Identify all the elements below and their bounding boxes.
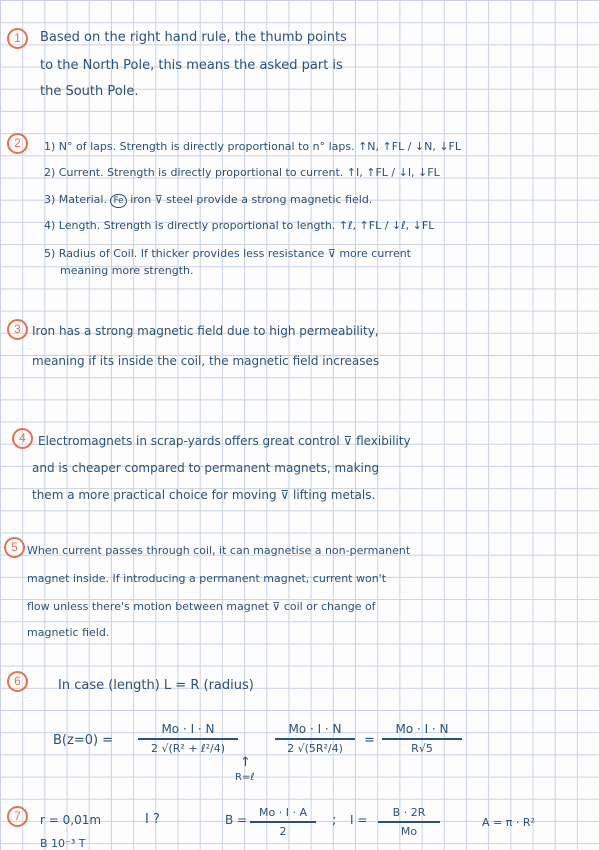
- q4-line-1: Electromagnets in scrap-yards offers great control ⊽ flexibility: [38, 434, 411, 448]
- q7-given-radius: r = 0,01m: [40, 813, 102, 827]
- q6-arrow-label: R=ℓ: [235, 772, 255, 783]
- question-number-2: 2: [7, 133, 28, 154]
- q5-line-2: magnet inside. If introducing a permanent magnet, current won't: [27, 572, 387, 585]
- fraction-bar: [378, 821, 440, 823]
- fraction-bar: [275, 738, 355, 740]
- q7-given-current: I ?: [145, 812, 160, 827]
- q6-fraction-2-denominator: 2 √(5R²/4): [287, 741, 343, 755]
- q7-i-numerator: B · 2R: [392, 806, 426, 819]
- q7-i-label: I =: [350, 813, 368, 827]
- q6-fraction-1-numerator: Mo · I · N: [161, 722, 215, 736]
- fraction-bar: [250, 821, 316, 823]
- q6-fraction-3: [382, 722, 462, 755]
- q2-item-5-cont: meaning more strength.: [60, 264, 194, 277]
- q2-item-2: 2) Current. Strength is directly proportional to current. ↑I, ↑FL / ↓I, ↓FL: [44, 166, 440, 179]
- q3-line-2: meaning if its inside the coil, the magnetic field increases: [32, 354, 380, 368]
- q7-separator: ;: [332, 813, 337, 828]
- q6-fraction-3-numerator: Mo · I · N: [395, 722, 449, 736]
- q6-lhs: B(z=0) =: [53, 733, 114, 748]
- q6-arrow: ↑: [240, 755, 251, 770]
- q2-item-4: 4) Length. Strength is directly proportional to length. ↑ℓ, ↑FL / ↓ℓ, ↓FL: [44, 219, 435, 232]
- q4-line-3: them a more practical choice for moving ⊽ lifting metals.: [32, 488, 376, 502]
- q6-fraction-2-numerator: Mo · I · N: [288, 722, 342, 736]
- question-number-4: 4: [12, 428, 33, 449]
- q6-fraction-2: [275, 722, 355, 755]
- question-number-6: 6: [7, 671, 28, 692]
- q6-equals: =: [364, 733, 375, 748]
- q2-item-1: 1) N° of laps. Strength is directly proportional to n° laps. ↑N, ↑FL / ↓N, ↓FL: [44, 140, 462, 153]
- iron-symbol: Fe: [110, 194, 126, 208]
- q2-item-5: 5) Radius of Coil. If thicker provides less resistance ⊽ more current: [44, 247, 411, 260]
- q6-fraction-1-denominator: 2 √(R² + ℓ²/4): [150, 741, 225, 755]
- q5-line-1: When current passes through coil, it can magnetise a non-permanent: [27, 544, 411, 557]
- q6-fraction-3-denominator: R√5: [411, 741, 433, 755]
- q2-item-3: [44, 193, 372, 208]
- question-number-1: 1: [7, 28, 28, 49]
- q2-item-3-suffix: iron ⊽ steel provide a strong magnetic field.: [130, 193, 373, 206]
- q3-line-1: Iron has a strong magnetic field due to high permeability,: [32, 324, 379, 338]
- q1-line-1: Based on the right hand rule, the thumb points: [40, 30, 347, 45]
- q7-b-fraction: [250, 806, 316, 838]
- question-number-3: 3: [7, 319, 28, 340]
- question-number-5: 5: [4, 537, 25, 558]
- q6-condition: In case (length) L = R (radius): [58, 678, 254, 693]
- q7-cut-line: B 10⁻³ T: [40, 837, 86, 850]
- q5-line-4: magnetic field.: [27, 626, 110, 639]
- q7-i-fraction: [378, 806, 440, 838]
- q5-line-3: flow unless there's motion between magnet ⊽ coil or change of: [27, 600, 376, 613]
- q6-fraction-1: [138, 722, 238, 755]
- q7-b-denominator: 2: [279, 824, 287, 838]
- q7-area-formula: A = π · R²: [482, 816, 535, 829]
- fraction-bar: [382, 738, 462, 740]
- q7-b-label: B =: [225, 813, 248, 827]
- q1-line-2: to the North Pole, this means the asked part is: [40, 58, 343, 73]
- q7-b-numerator: Mo · I · A: [259, 806, 307, 819]
- q7-i-denominator: Mo: [400, 824, 418, 838]
- q4-line-2: and is cheaper compared to permanent magnets, making: [32, 461, 380, 475]
- q2-item-3-prefix: 3) Material.: [44, 193, 107, 206]
- question-number-7: 7: [7, 806, 28, 827]
- q1-line-3: the South Pole.: [40, 84, 139, 99]
- fraction-bar: [138, 738, 238, 740]
